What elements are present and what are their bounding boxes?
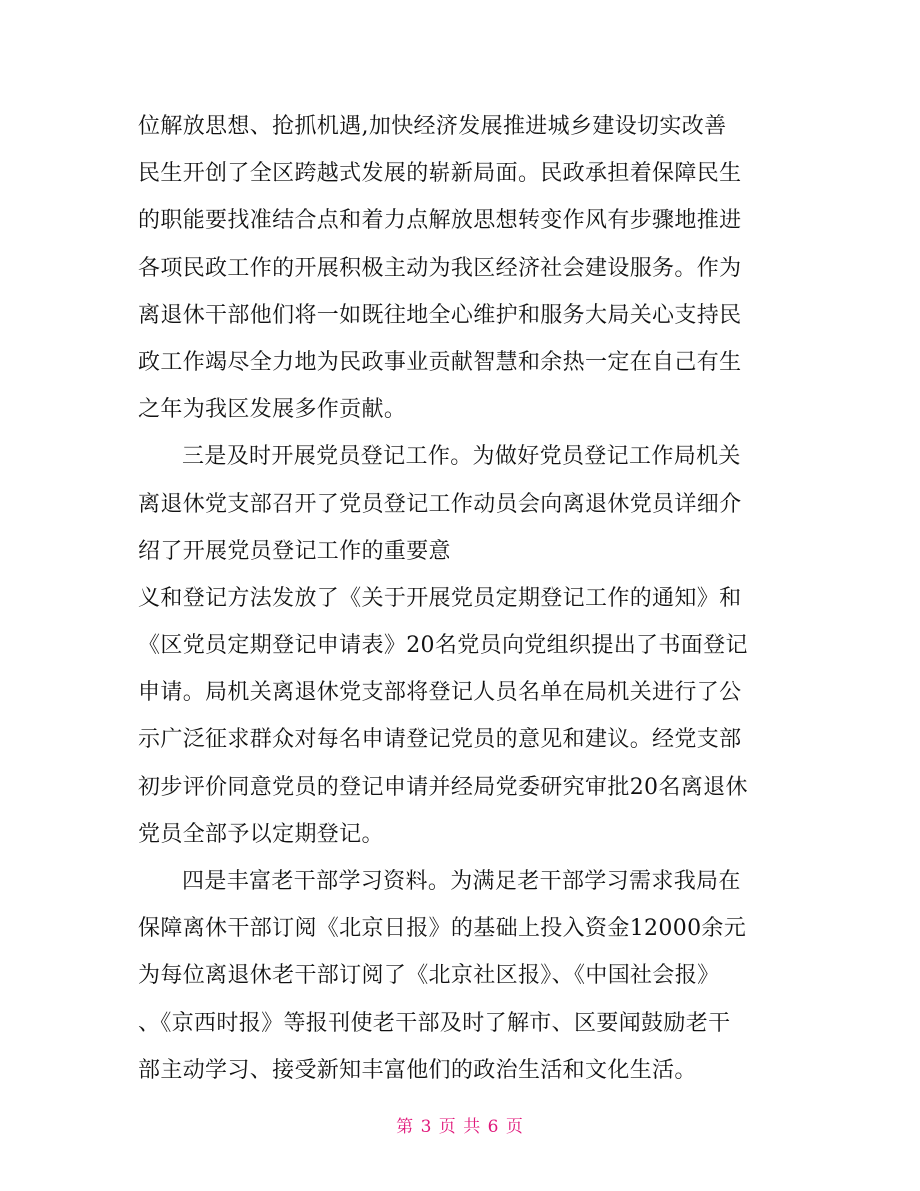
text-line: 保障离休干部订阅《北京日报》的基础上投入资金12000余元 <box>138 916 747 942</box>
paragraph-start-line: 三是及时开展党员登记工作。为做好党员登记工作局机关 <box>182 444 741 470</box>
text-line: 的职能要找准结合点和着力点解放思想转变作风有步骤地推进 <box>138 208 742 234</box>
text-line: 民生开创了全区跨越式发展的崭新局面。民政承担着保障民生 <box>138 161 742 187</box>
paragraph-start-line: 四是丰富老干部学习资料。为满足老干部学习需求我局在 <box>182 869 741 894</box>
text-line: 《区党员定期登记申请表》20名党员向党组织提出了书面登记 <box>138 633 748 659</box>
text-line: 示广泛征求群众对每名申请登记党员的意见和建议。经党支部 <box>138 727 742 753</box>
text-line: 离退休党支部召开了党员登记工作动员会向离退休党员详细介 <box>138 491 742 517</box>
text-line: 绍了开展党员登记工作的重要意 <box>138 538 451 564</box>
text-line: 各项民政工作的开展积极主动为我区经济社会建设服务。作为 <box>138 255 742 281</box>
body-text <box>138 103 798 1094</box>
text-line: 位解放思想、抢抓机遇,加快经济发展推进城乡建设切实改善 <box>138 114 727 139</box>
text-line: 申请。局机关离退休党支部将登记人员名单在局机关进行了公 <box>138 680 742 706</box>
text-line: 部主动学习、接受新知丰富他们的政治生活和文化生活。 <box>138 1057 697 1083</box>
text-line: 政工作竭尽全力地为民政事业贡献智慧和余热一定在自己有生 <box>138 349 742 375</box>
text-line: 、《京西时报》等报刊使老干部及时了解市、区要闻鼓励老干 <box>138 1010 731 1036</box>
text-line: 初步评价同意党员的登记申请并经局党委研究审批20名离退休 <box>138 774 748 800</box>
page-number-footer: 第 3 页 共 6 页 <box>396 1117 524 1137</box>
text-line: 义和登记方法发放了《关于开展党员定期登记工作的通知》和 <box>138 585 742 611</box>
text-line: 之年为我区发展多作贡献。 <box>138 397 407 423</box>
text-line: 为每位离退休老干部订阅了《北京社区报》、《中国社会报》 <box>138 963 720 989</box>
text-line: 党员全部予以定期登记。 <box>138 821 384 847</box>
text-line: 离退休干部他们将一如既往地全心维护和服务大局关心支持民 <box>138 302 742 328</box>
